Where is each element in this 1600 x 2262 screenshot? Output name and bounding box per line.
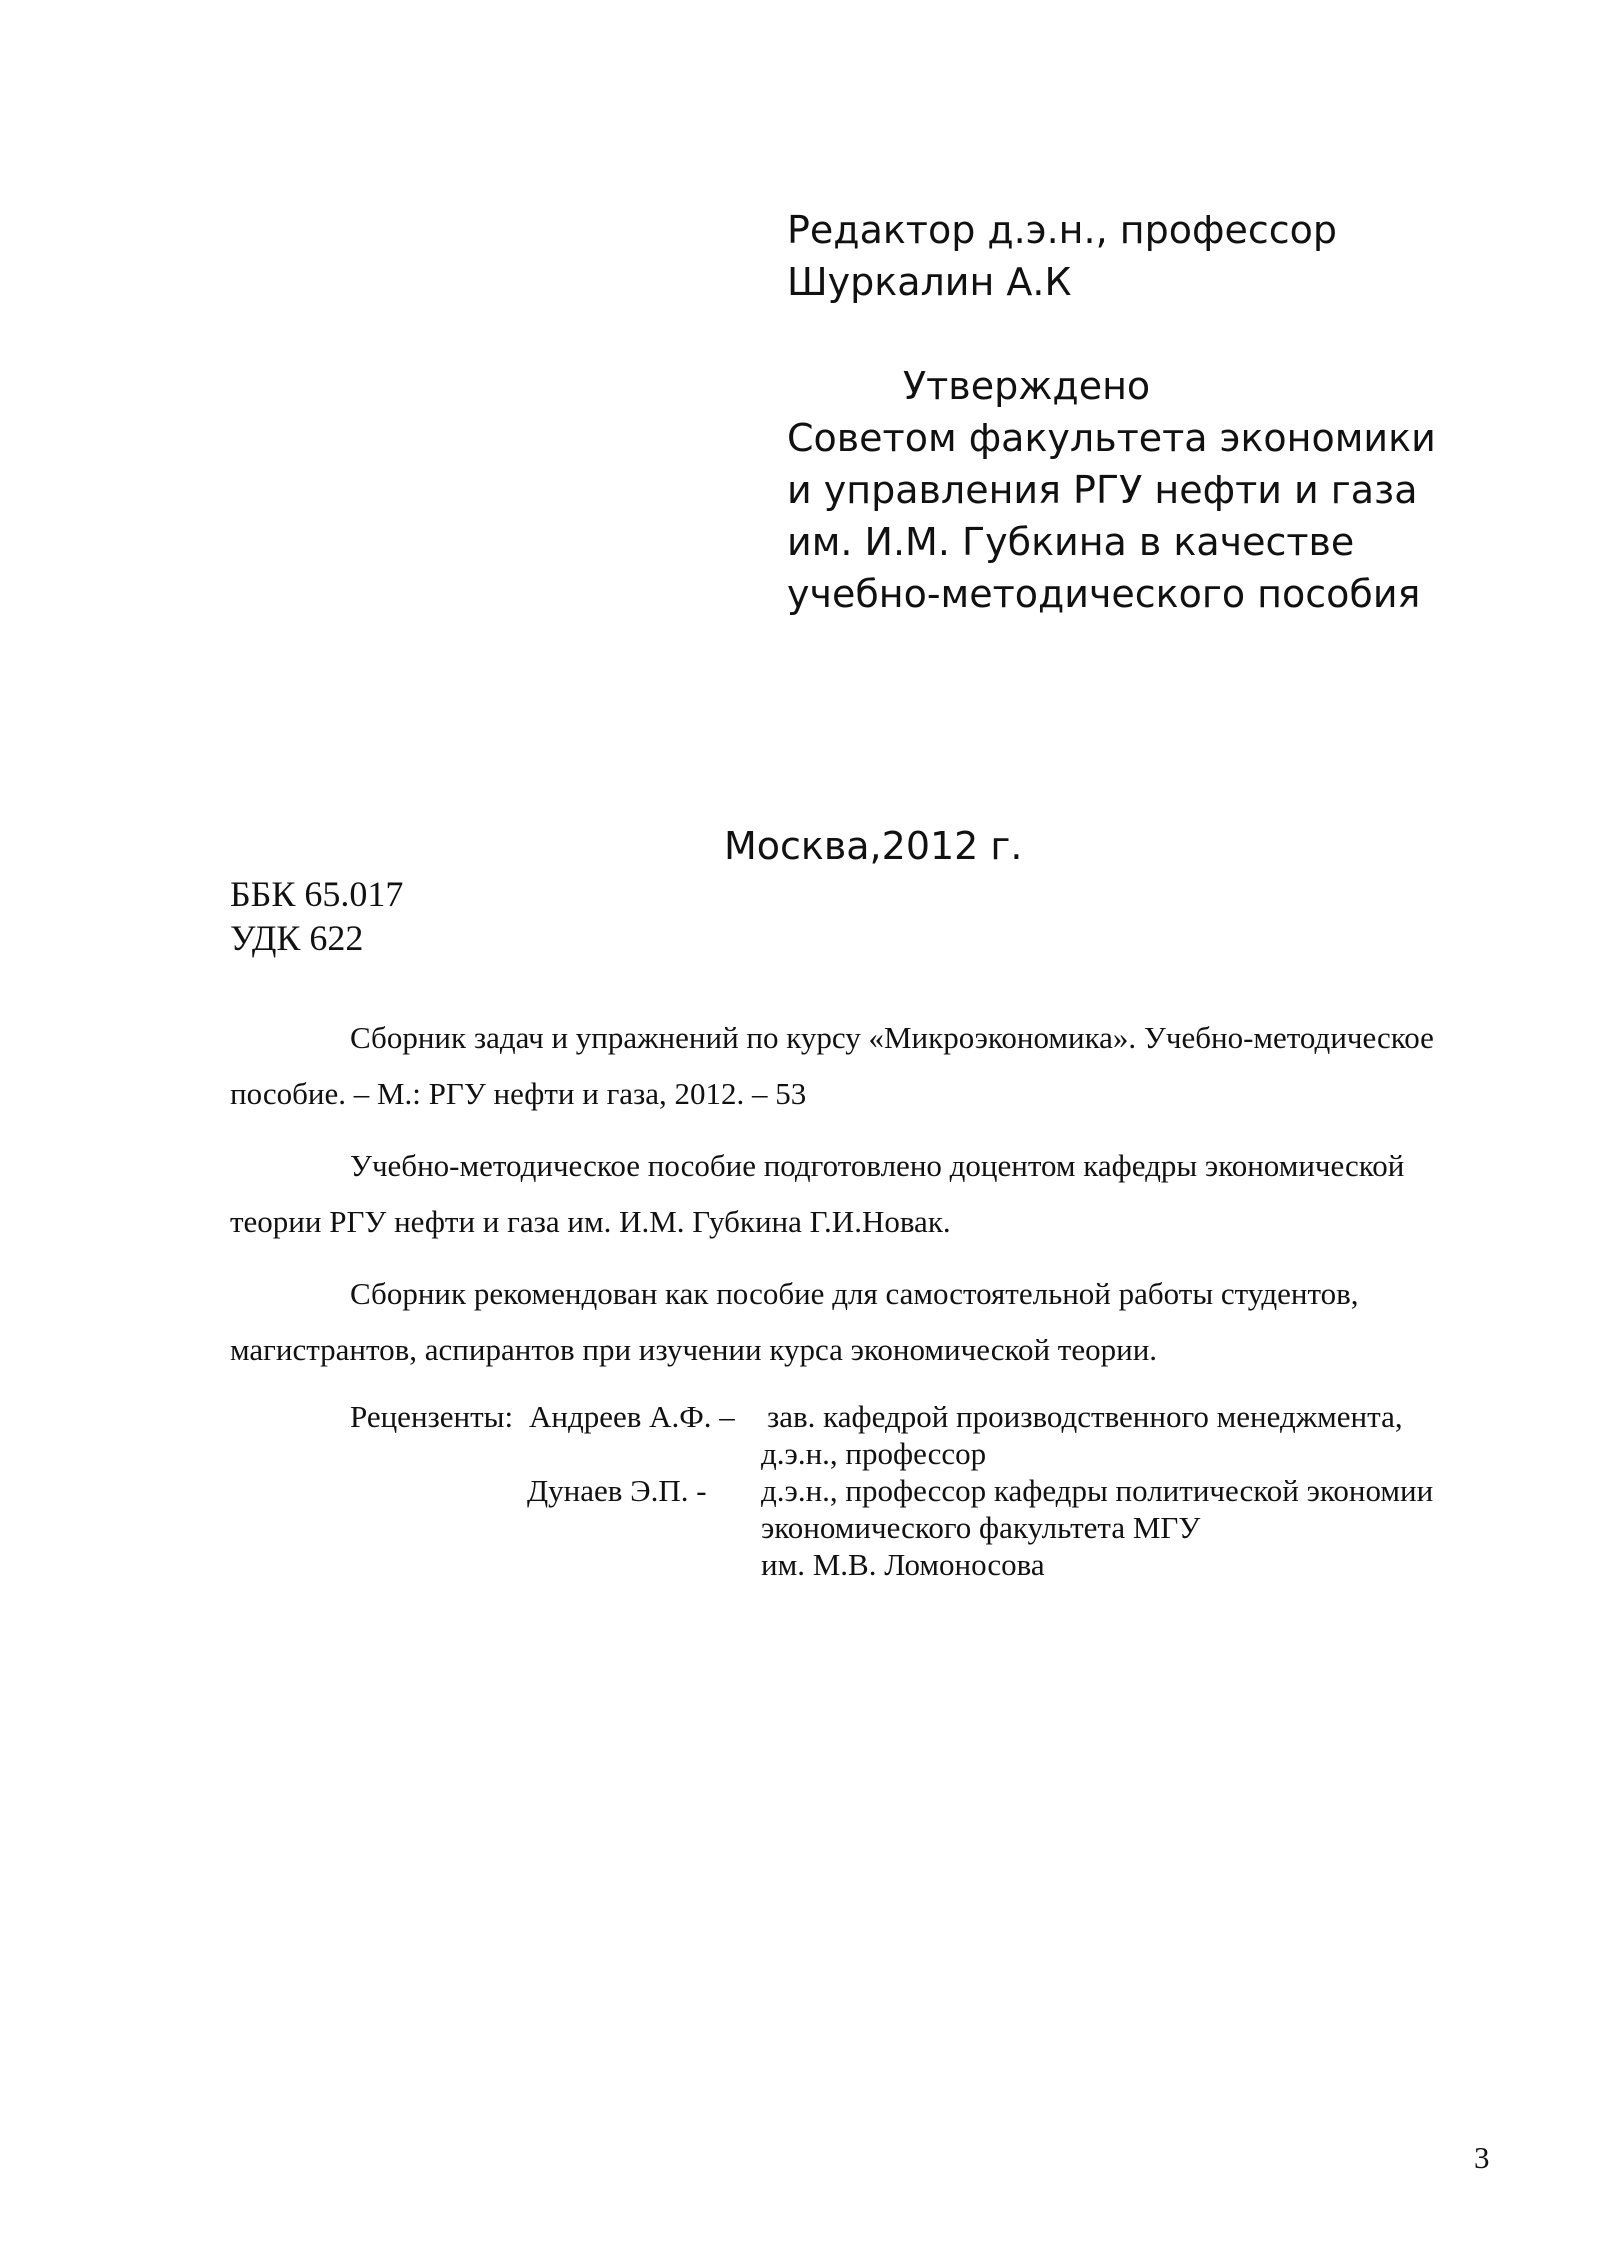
paragraph-line: Учебно-методическое пособие подготовлено доцентом кафедры экономической	[350, 1148, 1405, 1183]
paragraph-line: Сборник задач и упражнений по курсу «Микроэкономика». Учебно-методическое	[350, 1020, 1434, 1055]
approval-block	[787, 360, 1436, 620]
approval-line-1: Советом факультета экономики	[787, 416, 1436, 460]
bbk-code: ББК 65.017	[230, 874, 404, 914]
reviewers-label: Рецензенты:	[350, 1399, 514, 1434]
classification-codes	[230, 872, 403, 960]
approval-heading: Утверждено	[903, 364, 1151, 408]
reviewer-detail: д.э.н., профессор	[761, 1436, 987, 1471]
editor-line-1: Редактор д.э.н., профессор	[787, 208, 1337, 252]
approval-line-2: и управления РГУ нефти и газа	[787, 468, 1418, 512]
paragraph-line: теории РГУ нефти и газа им. И.М. Губкина Г.И.Новак.	[230, 1204, 951, 1239]
reviewer-detail: им. М.В. Ломоносова	[761, 1547, 1045, 1582]
approval-line-4: учебно-методического пособия	[787, 572, 1421, 616]
paragraph-line: Сборник рекомендован как пособие для самостоятельной работы студентов,	[350, 1276, 1359, 1311]
reviewer-name: Андреев А.Ф. –	[529, 1399, 735, 1434]
editor-line-2: Шуркалин А.К	[787, 260, 1072, 304]
reviewer-name: Дунаев Э.П. -	[527, 1473, 707, 1508]
reviewer-detail: зав. кафедрой производственного менеджмента,	[767, 1399, 1403, 1434]
paragraph-author	[230, 1138, 1490, 1250]
udk-code: УДК 622	[230, 918, 364, 958]
approval-line-3: им. И.М. Губкина в качестве	[787, 520, 1355, 564]
reviewer-detail: д.э.н., профессор кафедры политической экономии	[761, 1473, 1434, 1508]
paragraph-audience	[230, 1266, 1490, 1378]
page-number: 3	[1474, 2140, 1490, 2175]
paragraph-citation	[230, 1010, 1490, 1122]
paragraph-line: пособие. – М.: РГУ нефти и газа, 2012. – 53	[230, 1076, 807, 1111]
reviewer-detail: экономического факультета МГУ	[761, 1510, 1201, 1545]
editor-block	[787, 204, 1337, 308]
paragraph-line: магистрантов, аспирантов при изучении курса экономической теории.	[230, 1332, 1158, 1367]
city-year: Москва,2012 г.	[724, 824, 1023, 868]
